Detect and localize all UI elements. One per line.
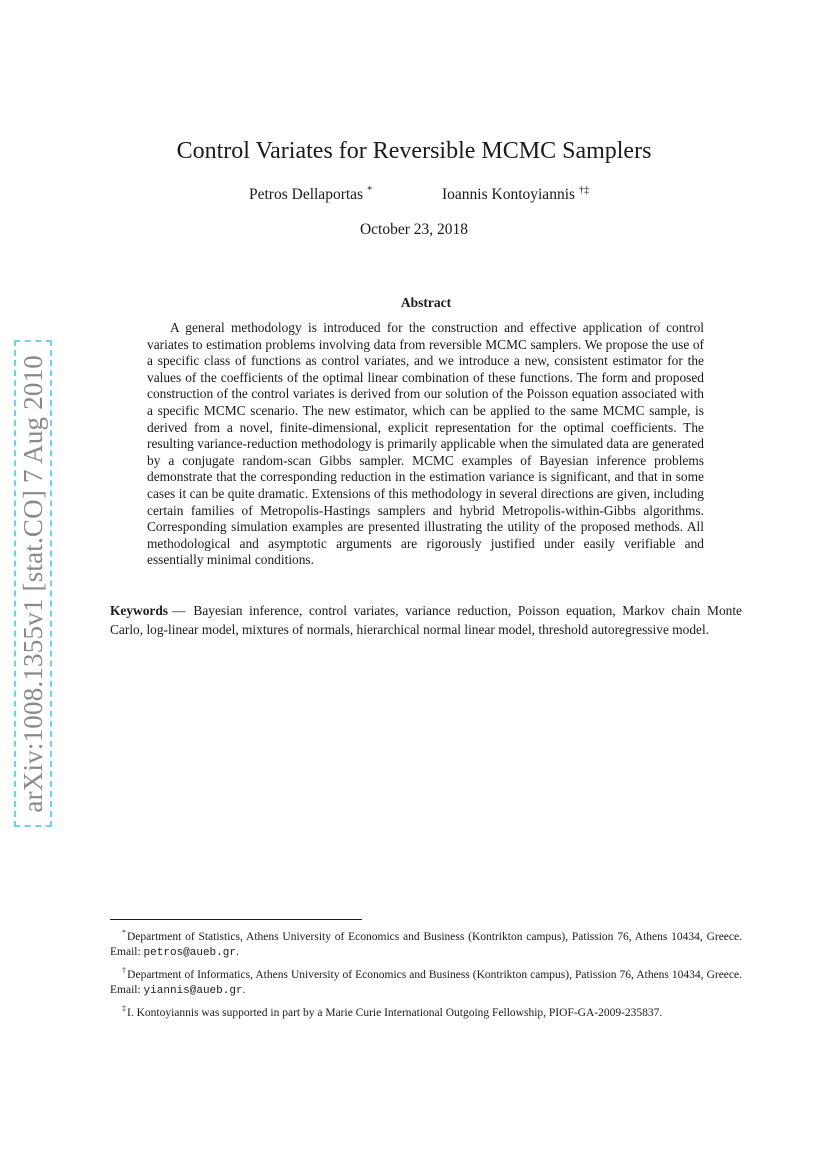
footnote-1-after: . (235, 946, 239, 959)
paper-title: Control Variates for Reversible MCMC Samplers (176, 138, 652, 164)
author-2 (442, 185, 589, 204)
author-1 (249, 185, 372, 204)
footnote-3-text: I. Kontoyiannis was supported in part by a Marie Curie International Outgoing Fellowship, PIOF-GA-2009-235837. (127, 1006, 663, 1019)
keywords-text: Bayesian inference, control variates, variance reduction, Poisson equation, Markov chain Monte Carlo, log-linear model, mixtures of normals, hierarchical normal linear model, threshold autoregressive model. (110, 603, 742, 638)
footnote-2-after: . (242, 984, 246, 997)
author-1-mark: * (367, 185, 373, 196)
footnote-2-email[interactable]: yiannis@aueb.gr (143, 985, 243, 998)
footnote-1 (110, 925, 742, 962)
footnote-2-mark: † (122, 965, 127, 975)
keywords-section (110, 601, 742, 640)
footnote-1-text: Department of Statistics, Athens University of Economics and Business (Kontrikton campus), Patission 76, Athens 10434, Greece. Email: (110, 930, 742, 959)
abstract-heading: Abstract (400, 295, 452, 310)
keywords-label: Keywords (110, 603, 169, 618)
abstract-text: A general methodology is introduced for the construction and effective application of control variates to estimation problems involving data from reversible MCMC samplers. We propose the use of a specific class of functions as control variates, and we introduce a new, consistent estimator for the values of the coefficients of the optimal linear combination of these functions. The form and proposed construction of the control variates is derived from our solution of the Poisson equation associated with a specific MCMC scenario. The new estimator, which can be applied to the same MCMC sample, is derived from a novel, finite-dimensional, explicit representation for the optimal coefficients. The resulting variance-reduction methodology is primarily applicable when the simulated data are generated by a conjugate random-scan Gibbs sampler. MCMC examples of Bayesian inference problems demonstrate that the corresponding reduction in the estimation variance is significant, and that in some cases it can be quite dramatic. Extensions of this methodology in several directions are given, including certain families of Metropolis-Hastings samplers and hybrid Metropolis-within-Gibbs algorithms. Corresponding simulation examples are presented illustrating the utility of the proposed methods. All methodological and asymptotic arguments are rigorously justified under easily verifiable and essentially minimal conditions. (147, 320, 704, 568)
footnote-divider (110, 919, 362, 920)
footnote-2 (110, 963, 742, 1000)
keywords-dash: — (172, 603, 186, 618)
footnotes (110, 925, 742, 1022)
footnote-1-mark: * (122, 928, 126, 937)
footnote-3-mark: ‡ (122, 1003, 126, 1013)
author-1-name: Petros Dellaportas (249, 186, 364, 204)
author-2-name: Ioannis Kontoyiannis (442, 186, 576, 204)
footnote-3 (110, 1001, 742, 1021)
paper-date: October 23, 2018 (359, 221, 469, 238)
author-2-mark: †‡ (579, 185, 590, 196)
footnote-1-email[interactable]: petros@aueb.gr (143, 947, 236, 960)
footnote-2-text: Department of Informatics, Athens University of Economics and Business (Kontrikton campus), Patission 76, Athens 10434, Greece. Email: (110, 968, 742, 997)
arxiv-identifier: arXiv:1008.1355v1 [stat.CO] 7 Aug 2010 (17, 354, 48, 813)
arxiv-stamp (14, 340, 52, 827)
